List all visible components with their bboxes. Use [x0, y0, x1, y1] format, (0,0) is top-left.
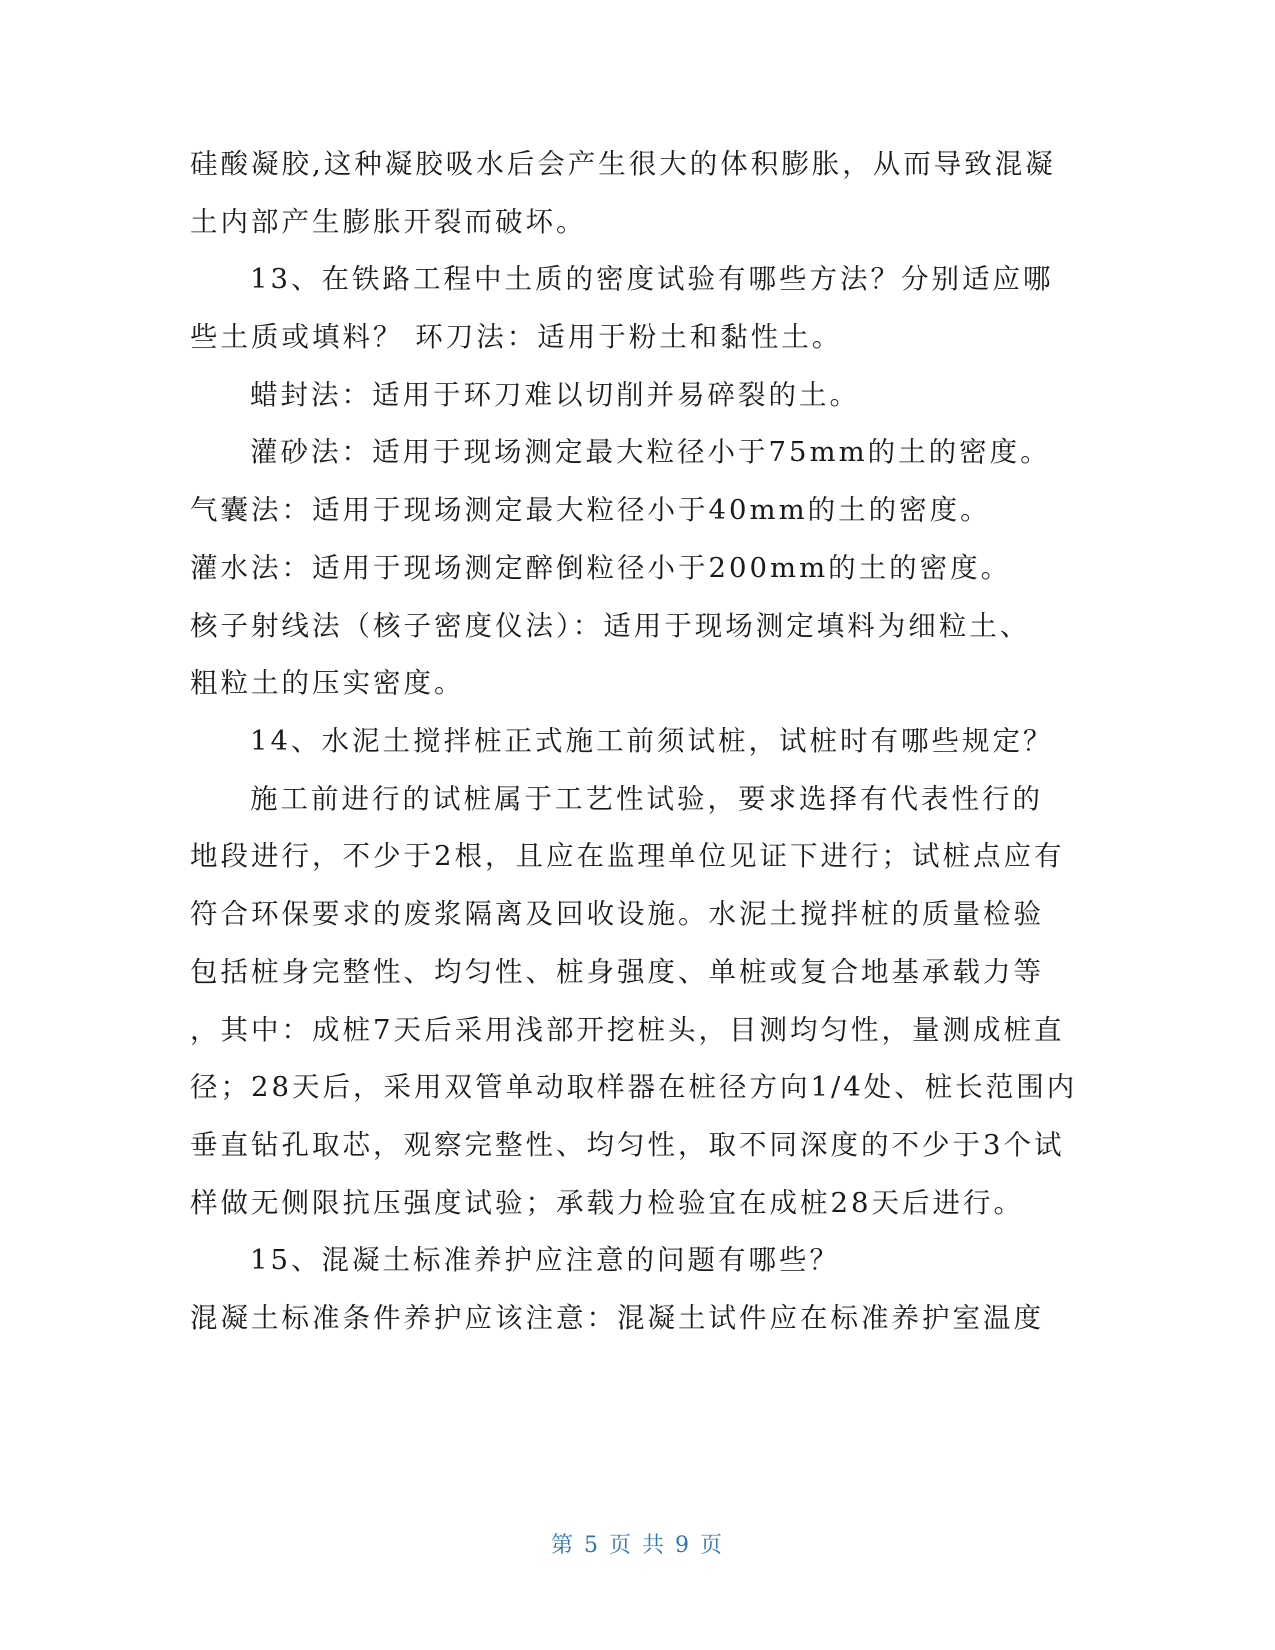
body-text-line: 灌水法：适用于现场测定醉倒粒径小于200mm的土的密度。: [190, 552, 1012, 584]
body-text-line: 些土质或填料？ 环刀法：适用于粉土和黏性土。: [190, 321, 843, 353]
body-text-line: 气囊法：适用于现场测定最大粒径小于40mm的土的密度。: [190, 494, 991, 526]
body-text-line: 地段进行，不少于2根，且应在监理单位见证下进行；试桩点应有: [190, 840, 1065, 872]
body-text-line: 径；28天后，采用双管单动取样器在桩径方向1/4处、桩长范围内: [190, 1071, 1078, 1103]
body-text-line: 施工前进行的试桩属于工艺性试验，要求选择有代表性行的: [250, 783, 1043, 815]
body-text-line: 符合环保要求的废浆隔离及回收设施。水泥土搅拌桩的质量检验: [190, 898, 1044, 930]
question-15-heading: 15、混凝土标准养护应注意的问题有哪些？: [250, 1244, 840, 1276]
body-text-line: 垂直钻孔取芯，观察完整性、均匀性，取不同深度的不少于3个试: [190, 1129, 1065, 1161]
body-text-line: 样做无侧限抗压强度试验；承载力检验宜在成桩28天后进行。: [190, 1187, 1024, 1219]
body-text-line: ，其中：成桩7天后采用浅部开挖桩头，目测均匀性，量测成桩直: [190, 1014, 1065, 1046]
body-text-line: 硅酸凝胶,这种凝胶吸水后会产生很大的体积膨胀，从而导致混凝: [190, 148, 1056, 180]
body-text-line: 粗粒土的压实密度。: [190, 667, 465, 699]
body-text-line: 土内部产生膨胀开裂而破坏。: [190, 206, 587, 238]
question-14-heading: 14、水泥土搅拌桩正式施工前须试桩，试桩时有哪些规定？: [250, 725, 1054, 757]
body-text-line: 核子射线法（核子密度仪法）：适用于现场测定填料为细粒土、: [190, 610, 1031, 642]
body-text-line: 灌砂法：适用于现场测定最大粒径小于75mm的土的密度。: [250, 436, 1051, 468]
body-text-line: 混凝土标准条件养护应该注意：混凝土试件应在标准养护室温度: [190, 1302, 1044, 1334]
page-number-footer: 第 5 页 共 9 页: [551, 1533, 724, 1558]
body-text-line: 包括桩身完整性、均匀性、桩身强度、单桩或复合地基承载力等: [190, 956, 1044, 988]
body-text-line: 蜡封法：适用于环刀难以切削并易碎裂的土。: [250, 379, 860, 411]
question-13-heading: 13、在铁路工程中土质的密度试验有哪些方法？分别适应哪: [250, 263, 1054, 295]
